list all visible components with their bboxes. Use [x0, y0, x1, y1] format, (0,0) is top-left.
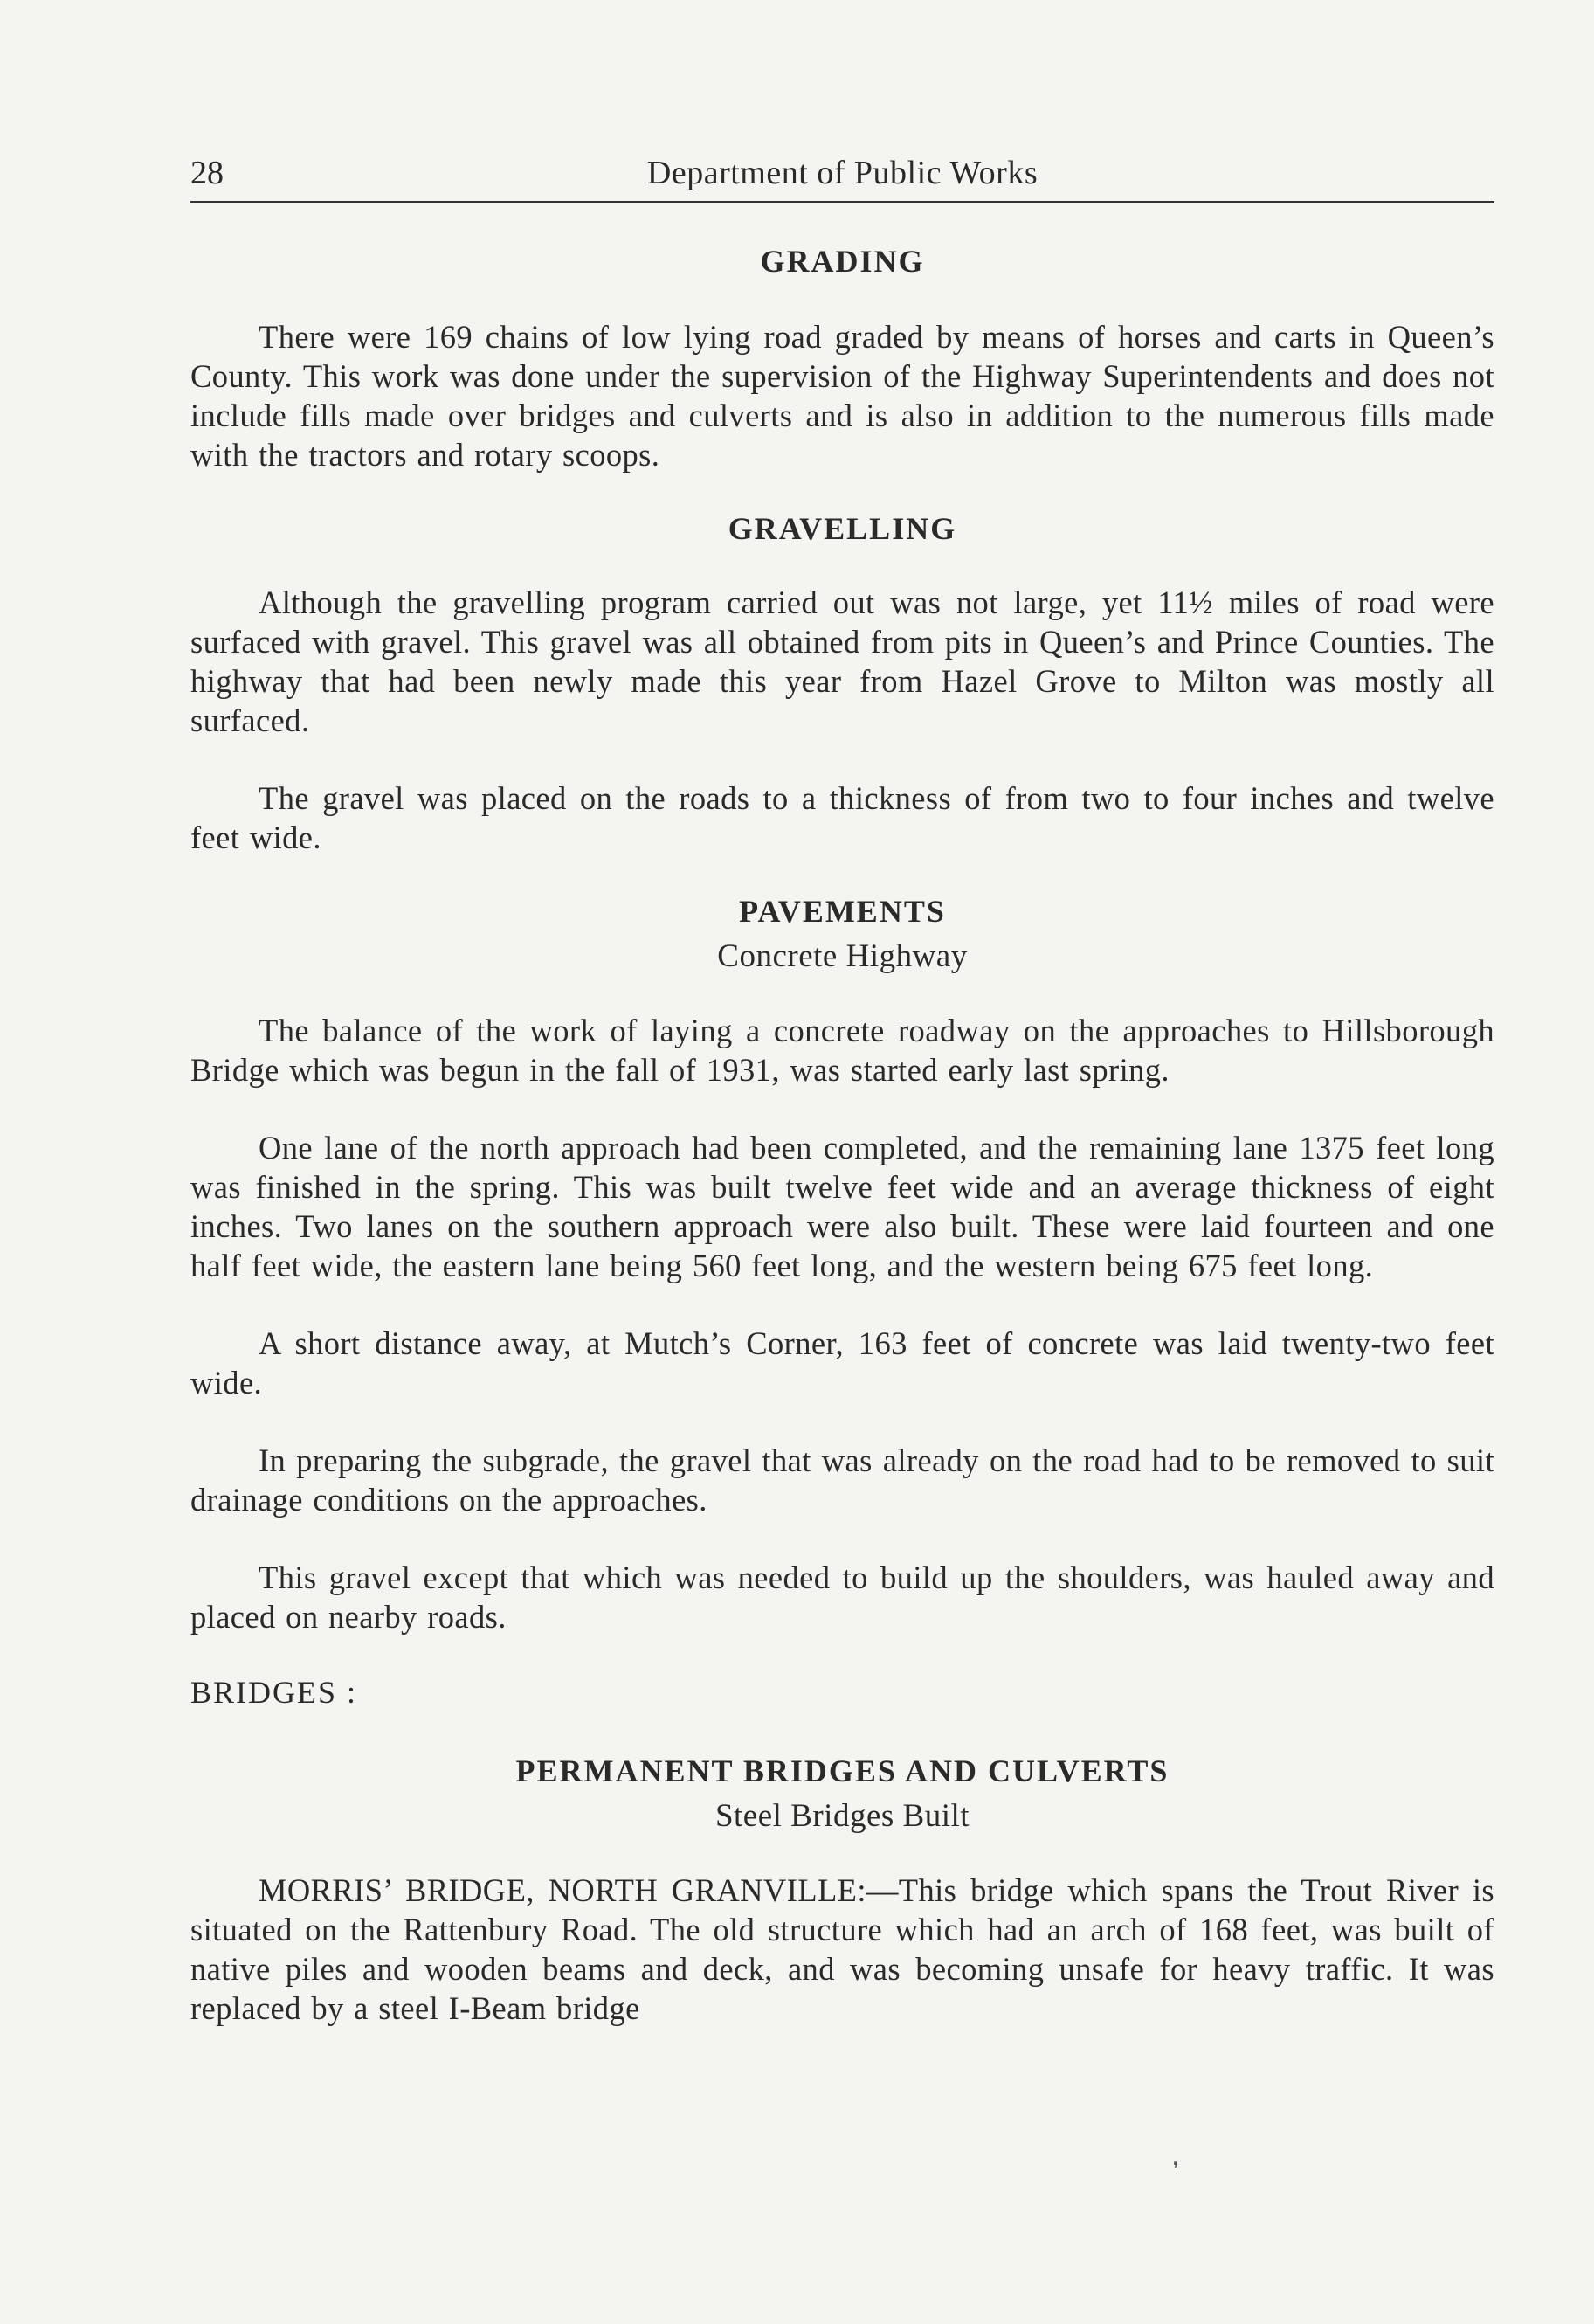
stray-mark: ❜ [1173, 2160, 1179, 2179]
page-number: 28 [190, 155, 224, 191]
paragraph: The balance of the work of laying a concrete roadway on the approaches to Hillsborough Bridge which was begun in the fall of 1931, was started early last spring. [190, 1013, 1494, 1088]
running-header [190, 154, 1494, 203]
paragraph: MORRIS’ BRIDGE, NORTH GRANVILLE:—This bridge which spans the Trout River is situated on the Rattenbury Road. The old structure which had an arch of 168 feet, was built of native piles and wooden beams and deck, and was becoming unsafe for heavy traffic. It was replaced by a steel I-Beam bridge [190, 1872, 1494, 2026]
paragraph: The gravel was placed on the roads to a thickness of from two to four inches and twelve feet wide. [190, 780, 1494, 855]
section-label-bridges: BRIDGES : [190, 1675, 358, 1710]
page-content [190, 240, 1494, 2028]
paragraph: Although the gravelling program carried out was not large, yet 11½ miles of road were surfaced with gravel. This gravel was all obtained from pits in Queen’s and Prince Counties. The highway that had been newly made this year from Hazel Grove to Milton was mostly all surfaced. [190, 584, 1494, 738]
paragraph: In preparing the subgrade, the gravel that was already on the road had to be removed to suit drainage conditions on the approaches. [190, 1442, 1494, 1518]
paragraph: There were 169 chains of low lying road graded by means of horses and carts in Queen’s County. This work was done under the supervision of the Highway Superintendents and does not include fills made over bridges and culverts and is also in addition to the numerous fills made with the tractors and rotary scoops. [190, 319, 1494, 473]
section-heading-gravelling: GRAVELLING [728, 511, 957, 546]
section-heading-permanent-bridges: PERMANENT BRIDGES AND CULVERTS [515, 1753, 1170, 1788]
header-title: Department of Public Works [646, 155, 1039, 191]
section-heading-pavements: PAVEMENTS [739, 894, 946, 929]
section-subheading-concrete-highway: Concrete Highway [717, 938, 968, 974]
paragraph: A short distance away, at Mutch’s Corner, 163 feet of concrete was laid twenty-two feet wide. [190, 1325, 1494, 1401]
section-heading-grading: GRADING [760, 244, 925, 279]
section-subheading-steel-bridges: Steel Bridges Built [714, 1798, 970, 1834]
paragraph: This gravel except that which was needed to build up the shoulders, was hauled away and placed on nearby roads. [190, 1560, 1494, 1635]
paragraph: One lane of the north approach had been completed, and the remaining lane 1375 feet long was finished in the spring. This was built twelve feet wide and an average thickness of eight inches. Two lanes on the southern approach were also built. These were laid fourteen and one half feet wide, the eastern lane being 560 feet long, and the western being 675 feet long. [190, 1130, 1494, 1283]
